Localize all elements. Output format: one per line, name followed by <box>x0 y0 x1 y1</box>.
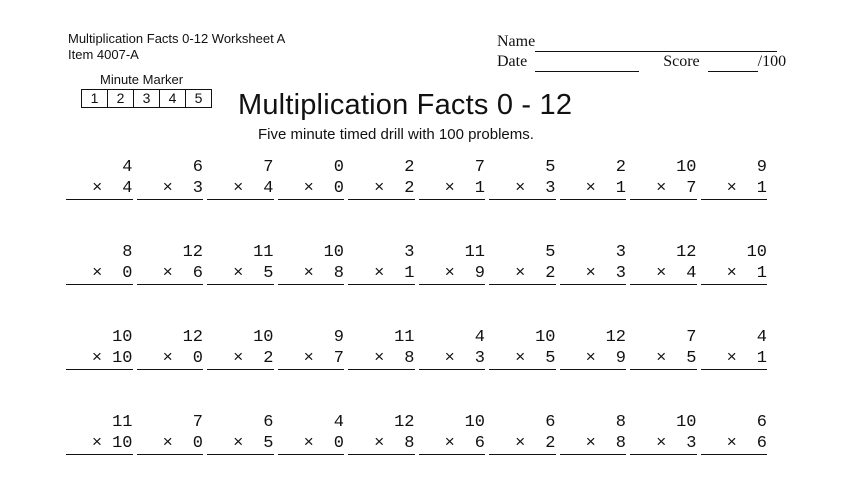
second-factor <box>489 263 556 285</box>
problem <box>419 242 489 327</box>
second-factor <box>207 433 274 455</box>
second-factor <box>560 433 627 455</box>
page-title: Multiplication Facts 0 - 12 <box>238 89 573 121</box>
first-factor: 7 <box>192 413 203 432</box>
second-factor-value: 5 <box>686 349 697 368</box>
problem <box>207 412 277 497</box>
minute-box[interactable]: 2 <box>108 90 134 107</box>
first-factor: 5 <box>545 158 556 177</box>
second-factor <box>419 433 486 455</box>
second-factor <box>630 348 697 370</box>
first-factor: 9 <box>333 328 344 347</box>
problem <box>207 242 277 327</box>
multiply-operator: × <box>162 264 173 283</box>
second-factor-value: 10 <box>112 349 133 368</box>
minute-marker <box>81 89 212 108</box>
multiply-operator: × <box>656 264 667 283</box>
problem <box>348 327 418 412</box>
first-factor: 10 <box>323 243 344 262</box>
date-score-row <box>497 52 786 72</box>
first-factor: 11 <box>253 243 274 262</box>
first-factor: 10 <box>746 243 767 262</box>
multiply-operator: × <box>374 264 385 283</box>
second-factor <box>66 178 133 200</box>
problem <box>701 157 771 242</box>
worksheet-title-line: Multiplication Facts 0-12 Worksheet A <box>68 31 286 46</box>
student-info <box>497 32 786 72</box>
second-factor <box>66 263 133 285</box>
first-factor: 12 <box>394 413 415 432</box>
multiply-operator: × <box>92 179 103 198</box>
second-factor <box>66 433 133 455</box>
multiply-operator: × <box>515 434 526 453</box>
multiply-operator: × <box>233 264 244 283</box>
multiply-operator: × <box>162 349 173 368</box>
second-factor <box>489 433 556 455</box>
problem-grid <box>66 157 784 497</box>
second-factor <box>137 348 204 370</box>
problem <box>560 242 630 327</box>
second-factor-value: 0 <box>122 264 133 283</box>
multiply-operator: × <box>726 179 737 198</box>
multiply-operator: × <box>444 179 455 198</box>
problem <box>701 242 771 327</box>
second-factor <box>137 263 204 285</box>
problem <box>489 327 559 412</box>
problem <box>419 412 489 497</box>
multiply-operator: × <box>585 434 596 453</box>
date-label: Date <box>497 53 528 70</box>
second-factor-value: 6 <box>192 264 203 283</box>
minute-box[interactable]: 1 <box>82 90 108 107</box>
first-factor: 4 <box>756 328 767 347</box>
first-factor: 7 <box>686 328 697 347</box>
second-factor-value: 1 <box>615 179 626 198</box>
first-factor: 2 <box>404 158 415 177</box>
problem <box>630 327 700 412</box>
second-factor <box>630 178 697 200</box>
second-factor <box>207 348 274 370</box>
problem <box>701 412 771 497</box>
second-factor-value: 0 <box>192 349 203 368</box>
problem <box>489 412 559 497</box>
second-factor-value: 4 <box>263 179 274 198</box>
second-factor <box>278 263 345 285</box>
second-factor <box>348 263 415 285</box>
first-factor: 7 <box>474 158 485 177</box>
first-factor: 12 <box>182 243 203 262</box>
second-factor <box>207 178 274 200</box>
multiply-operator: × <box>303 264 314 283</box>
second-factor-value: 1 <box>756 179 767 198</box>
multiply-operator: × <box>374 434 385 453</box>
second-factor-value: 7 <box>686 179 697 198</box>
second-factor-value: 2 <box>263 349 274 368</box>
first-factor: 12 <box>182 328 203 347</box>
second-factor <box>207 263 274 285</box>
problem <box>207 327 277 412</box>
second-factor <box>278 433 345 455</box>
second-factor-value: 1 <box>756 349 767 368</box>
first-factor: 8 <box>615 413 626 432</box>
problem <box>348 157 418 242</box>
multiply-operator: × <box>92 264 103 283</box>
second-factor <box>66 348 133 370</box>
second-factor-value: 5 <box>545 349 556 368</box>
multiply-operator: × <box>233 179 244 198</box>
second-factor <box>701 348 768 370</box>
second-factor-value: 2 <box>545 434 556 453</box>
second-factor <box>630 263 697 285</box>
second-factor <box>701 178 768 200</box>
problem <box>278 412 348 497</box>
problem <box>137 157 207 242</box>
first-factor: 12 <box>676 243 697 262</box>
second-factor-value: 8 <box>333 264 344 283</box>
minute-box[interactable]: 4 <box>160 90 186 107</box>
second-factor-value: 3 <box>545 179 556 198</box>
second-factor-value: 3 <box>686 434 697 453</box>
second-factor-value: 9 <box>474 264 485 283</box>
second-factor-value: 3 <box>192 179 203 198</box>
second-factor-value: 2 <box>404 179 415 198</box>
problem <box>489 242 559 327</box>
first-factor: 11 <box>394 328 415 347</box>
problem <box>137 412 207 497</box>
second-factor-value: 0 <box>192 434 203 453</box>
second-factor-value: 3 <box>474 349 485 368</box>
multiply-operator: × <box>656 179 667 198</box>
problem <box>66 327 136 412</box>
second-factor <box>348 178 415 200</box>
second-factor-value: 0 <box>333 179 344 198</box>
first-factor: 3 <box>404 243 415 262</box>
second-factor <box>560 348 627 370</box>
second-factor <box>560 263 627 285</box>
second-factor-value: 0 <box>333 434 344 453</box>
second-factor-value: 5 <box>263 434 274 453</box>
second-factor <box>348 433 415 455</box>
second-factor-value: 6 <box>474 434 485 453</box>
second-factor-value: 10 <box>112 434 133 453</box>
second-factor <box>489 178 556 200</box>
problem <box>348 412 418 497</box>
date-field[interactable] <box>535 52 639 72</box>
problem <box>630 242 700 327</box>
second-factor <box>489 348 556 370</box>
worksheet-header <box>68 31 285 63</box>
second-factor-value: 8 <box>615 434 626 453</box>
problem <box>560 412 630 497</box>
first-factor: 3 <box>615 243 626 262</box>
multiply-operator: × <box>233 349 244 368</box>
problem <box>560 157 630 242</box>
first-factor: 5 <box>545 243 556 262</box>
first-factor: 8 <box>122 243 133 262</box>
multiply-operator: × <box>515 349 526 368</box>
first-factor: 6 <box>263 413 274 432</box>
problem <box>66 157 136 242</box>
second-factor-value: 4 <box>686 264 697 283</box>
first-factor: 6 <box>192 158 203 177</box>
second-factor <box>701 433 768 455</box>
second-factor-value: 1 <box>404 264 415 283</box>
second-factor <box>419 263 486 285</box>
problem <box>137 242 207 327</box>
first-factor: 4 <box>474 328 485 347</box>
problem <box>278 327 348 412</box>
page-subtitle: Five minute timed drill with 100 problems. <box>258 126 534 143</box>
score-total: /100 <box>757 53 787 70</box>
multiply-operator: × <box>726 264 737 283</box>
first-factor: 2 <box>615 158 626 177</box>
name-row <box>497 32 786 52</box>
second-factor-value: 7 <box>333 349 344 368</box>
multiply-operator: × <box>726 434 737 453</box>
multiply-operator: × <box>515 179 526 198</box>
first-factor: 12 <box>605 328 626 347</box>
second-factor-value: 1 <box>756 264 767 283</box>
second-factor-value: 5 <box>263 264 274 283</box>
second-factor <box>419 348 486 370</box>
multiply-operator: × <box>515 264 526 283</box>
first-factor: 6 <box>545 413 556 432</box>
second-factor <box>137 433 204 455</box>
problem <box>66 412 136 497</box>
second-factor-value: 1 <box>474 179 485 198</box>
problem <box>560 327 630 412</box>
first-factor: 11 <box>112 413 133 432</box>
score-label: Score <box>663 53 700 70</box>
second-factor-value: 6 <box>756 434 767 453</box>
first-factor: 4 <box>333 413 344 432</box>
minute-box[interactable]: 3 <box>134 90 160 107</box>
multiply-operator: × <box>444 264 455 283</box>
second-factor <box>137 178 204 200</box>
second-factor <box>560 178 627 200</box>
score-field[interactable] <box>708 52 758 72</box>
first-factor: 7 <box>263 158 274 177</box>
first-factor: 10 <box>253 328 274 347</box>
multiply-operator: × <box>233 434 244 453</box>
multiply-operator: × <box>303 349 314 368</box>
worksheet-item-line: Item 4007-A <box>68 47 139 62</box>
multiply-operator: × <box>585 349 596 368</box>
problem <box>207 157 277 242</box>
problem <box>489 157 559 242</box>
first-factor: 9 <box>756 158 767 177</box>
name-label: Name <box>497 33 536 50</box>
minute-marker-label: Minute Marker <box>100 72 184 87</box>
minute-box[interactable]: 5 <box>194 90 203 106</box>
multiply-operator: × <box>91 434 103 453</box>
first-factor: 11 <box>464 243 485 262</box>
second-factor <box>419 178 486 200</box>
multiply-operator: × <box>162 179 173 198</box>
problem <box>348 242 418 327</box>
second-factor <box>701 263 768 285</box>
first-factor: 0 <box>333 158 344 177</box>
multiply-operator: × <box>656 349 667 368</box>
multiply-operator: × <box>374 179 385 198</box>
second-factor <box>630 433 697 455</box>
second-factor-value: 2 <box>545 264 556 283</box>
multiply-operator: × <box>585 264 596 283</box>
problem <box>419 157 489 242</box>
multiply-operator: × <box>726 349 737 368</box>
second-factor <box>278 178 345 200</box>
problem <box>630 412 700 497</box>
first-factor: 6 <box>756 413 767 432</box>
second-factor <box>348 348 415 370</box>
multiply-operator: × <box>91 349 103 368</box>
problem <box>137 327 207 412</box>
second-factor-value: 3 <box>615 264 626 283</box>
multiply-operator: × <box>162 434 173 453</box>
second-factor-value: 9 <box>615 349 626 368</box>
problem <box>419 327 489 412</box>
multiply-operator: × <box>374 349 385 368</box>
second-factor <box>278 348 345 370</box>
first-factor: 10 <box>112 328 133 347</box>
multiply-operator: × <box>585 179 596 198</box>
first-factor: 4 <box>122 158 133 177</box>
second-factor-value: 8 <box>404 349 415 368</box>
problem <box>701 327 771 412</box>
problem <box>278 242 348 327</box>
first-factor: 10 <box>676 413 697 432</box>
second-factor-value: 8 <box>404 434 415 453</box>
name-field[interactable] <box>535 32 777 52</box>
problem <box>630 157 700 242</box>
first-factor: 10 <box>676 158 697 177</box>
first-factor: 10 <box>464 413 485 432</box>
multiply-operator: × <box>444 434 455 453</box>
multiply-operator: × <box>303 179 314 198</box>
multiply-operator: × <box>303 434 314 453</box>
problem <box>66 242 136 327</box>
first-factor: 10 <box>535 328 556 347</box>
second-factor-value: 4 <box>122 179 133 198</box>
problem <box>278 157 348 242</box>
multiply-operator: × <box>656 434 667 453</box>
multiply-operator: × <box>444 349 455 368</box>
